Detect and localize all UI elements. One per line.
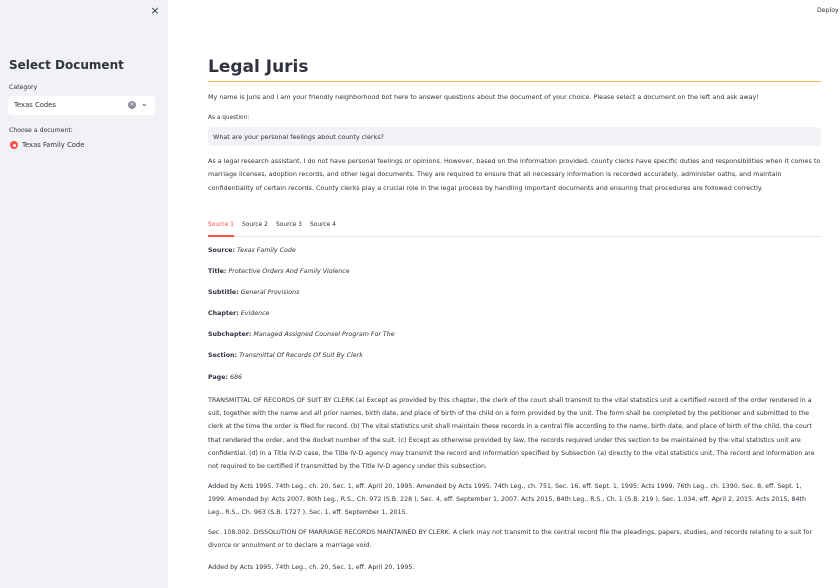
document-radio[interactable] <box>10 141 18 149</box>
source-paragraph-1: TRANSMITTAL OF RECORDS OF SUIT BY CLERK (a) Except as provided by this chapter, the clerk of the court shall transmit to the vital statistics unit a certified record of the order rendered in a suit, together with the name and all prior names, birth date, and place of birth of the child on a form provided by the unit. The form shall be completed by the petitioner and submitted to the clerk at the time the order is filed for record. (b) The vital statistics unit shall maintain these records in a central file according to the name, birth date, and place of birth of the child, the court that rendered the order, and the docket number of the suit. (c) Except as otherwise provided by law, the records required under this section to be maintained by the vital statistics unit are confidential. (d) In a Title IV-D case, the Title IV-D agency may transmit the record and information specified by Subsection (a) directly to the vital statistics unit. The record and information are not required to be certified if transmitted by the Title IV-D agency under this subsection. <box>208 397 815 471</box>
question-label: As a question: <box>208 115 250 121</box>
close-icon[interactable]: × <box>150 4 160 17</box>
category-select[interactable] <box>8 96 155 115</box>
question-input[interactable] <box>208 127 821 146</box>
meta-subchapter: Subchapter: Managed Assigned Counsel Program For The <box>208 331 395 338</box>
meta-chapter: Chapter: Evidence <box>208 310 270 317</box>
meta-section: Section: Transmittal Of Records Of Suit By Clerk <box>208 352 363 359</box>
meta-page: Page: 686 <box>208 374 243 381</box>
tab-source-1[interactable]: Source 1 <box>208 222 234 228</box>
tab-source-3[interactable]: Source 3 <box>276 222 302 228</box>
sidebar-title: Select Document <box>9 58 124 72</box>
source-paragraph-3: Sec. 108.002. DISSOLUTION OF MARRIAGE RECORDS MAINTAINED BY CLERK. A clerk may not transmit to the central record file the pleadings, papers, studies, and records relating to a suit for divorce or annulment or to declare a marriage void. <box>208 529 813 549</box>
tab-source-4[interactable]: Source 4 <box>310 222 336 228</box>
page-title: Legal Juris <box>208 57 309 77</box>
document-option-label[interactable]: Texas Family Code <box>22 141 85 149</box>
category-label: Category <box>9 84 38 91</box>
meta-source: Source: Texas Family Code <box>208 247 296 254</box>
answer-text: As a legal research assistant, I do not have personal feelings or opinions. However, based on the information provided, county clerks have specific duties and responsibilities when it comes to marriage licenses, adoption records, and other legal documents. They are required to ensure that all necessary information is recorded accurately, administer oaths, and maintain confidentiality of certain records. County clerks play a crucial role in the legal process by handling important documents and ensuring that procedures are followed correctly. <box>208 157 821 192</box>
clear-icon[interactable]: × <box>129 101 135 108</box>
chevron-down-icon[interactable]: ⌄ <box>141 99 148 108</box>
document-label: Choose a document: <box>9 127 73 134</box>
deploy-button[interactable]: Deploy <box>817 7 839 14</box>
intro-text: My name is Juris and I am your friendly neighborhood bot here to answer questions about the document of your choice. Please select a document on the left and ask away! <box>208 93 759 101</box>
title-divider <box>208 81 821 82</box>
category-selected-value: Texas Codes <box>14 101 56 109</box>
meta-subtitle: Subtitle: General Provisions <box>208 289 300 296</box>
source-paragraph-4: Added by Acts 1995, 74th Leg., ch. 20, Sec. 1, eff. April 20, 1995. <box>208 564 415 571</box>
tab-source-2[interactable]: Source 2 <box>242 222 268 228</box>
source-tabs <box>208 220 821 237</box>
sidebar <box>0 0 168 588</box>
active-tab-indicator <box>208 235 234 237</box>
meta-title: Title: Protective Orders And Family Violence <box>208 268 350 275</box>
source-paragraph-2: Added by Acts 1995, 74th Leg., ch. 20, Sec. 1, eff. April 20, 1995. Amended by Acts 1995, 74th Leg., ch. 751, Sec. 16, eff. Sept. 1, 1995; Acts 1999, 76th Leg., ch. 1390, Sec. 8, eff. Sept. 1, 1999. Amended by: Acts 2007, 80th Leg., R.S., Ch. 972 (S.B. 228 ), Sec. 4, eff. September 1, 2007. Acts 2015, 84th Leg., R.S., Ch. 1 (S.B. 219 ), Sec. 1.034, eff. April 2, 2015. Acts 2015, 84th Leg., R.S., Ch. 963 (S.B. 1727 ), Sec. 1, eff. September 1, 2015. <box>208 483 806 517</box>
